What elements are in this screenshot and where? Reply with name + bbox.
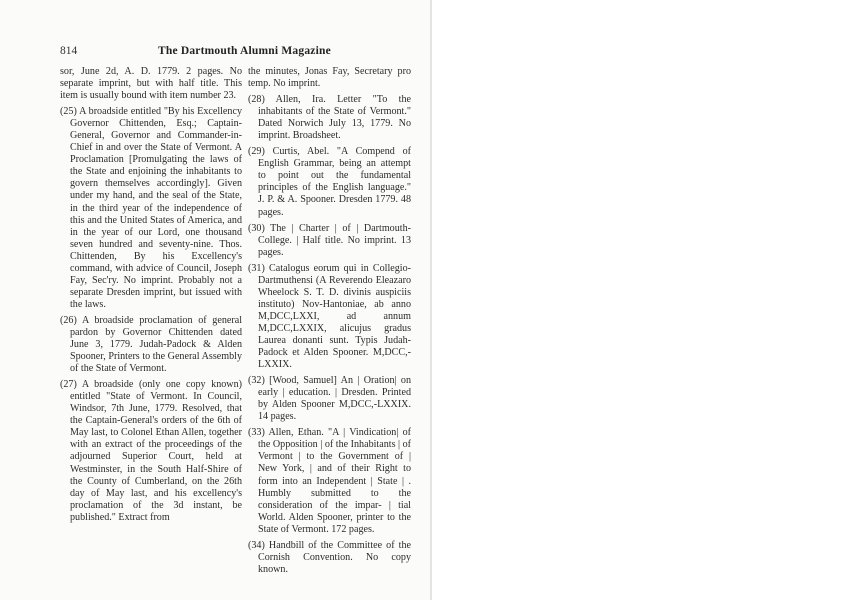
page-header bbox=[60, 45, 420, 61]
right-text-column bbox=[248, 66, 411, 580]
paragraph-continuation: the minutes, Jonas Fay, Secretary pro temp. No imprint. bbox=[248, 66, 411, 90]
entry-33: (33) Allen, Ethan. "A | Vindication| of the Opposition | of the Inhabitants | of Vermont | to the Government of | New York, | and of their Right to form into an Independent | State | . Humbly submitted to the consideration of the impar- | tial World. Alden Spooner, printer to the State of Vermont. 172 pages. bbox=[248, 427, 411, 535]
right-page-blank bbox=[432, 0, 852, 600]
entry-30: (30) The | Charter | of | Dartmouth-College. | Half title. No imprint. 13 pages. bbox=[248, 222, 411, 258]
entry-34: (34) Handbill of the Committee of the Cornish Convention. No copy known. bbox=[248, 539, 411, 575]
paragraph-continuation: sor, June 2d, A. D. 1779. 2 pages. No separate imprint, but with half title. This item is usually bound with item number 23. bbox=[60, 66, 242, 102]
page-number: 814 bbox=[60, 45, 78, 57]
entry-27: (27) A broadside (only one copy known) entitled "State of Vermont. In Council, Windsor, 7th June, 1779. Resolved, that the Captain-General's orders of the 6th of May last, to Colonel Ethan Allen, together with an extract of the proceedings of the adjourned Superior Court, held at Westminster, in the South Half-Shire of the County of Cumberland, on the 26th day of May last, and his excellency's proclamation of the 3d instant, be published." Extract from bbox=[60, 379, 242, 523]
entry-31: (31) Catalogus eorum qui in Collegio-Dartmuthensi (A Reverendo Eleazaro Wheelock S. T. D. divinis auspiciis instituto) Nov-Hantoniae, ab anno M,DCC,LXXI, ad annum M,DCC,LXXIX, alicujus gradus Laurea donanti sunt. Typis Judah-Padock et Alden Spooner. M,DCC,-LXXIX. bbox=[248, 262, 411, 371]
entry-32: (32) [Wood, Samuel] An | Oration| on early | education. | Dresden. Printed by Alden Spooner M,DCC,-LXXIX. 14 pages. bbox=[248, 375, 411, 423]
entry-28: (28) Allen, Ira. Letter "To the inhabitants of the State of Vermont." Dated Norwich July 13, 1779. No imprint. Broadsheet. bbox=[248, 94, 411, 142]
entry-25: (25) A broadside entitled "By his Excellency Governor Chittenden, Esq.; Captain-General, Governor and Commander-in-Chief in and over the State of Vermont. A Proclamation [Promulgating the laws of the State and enjoining the inhabitants to govern themselves accordingly]. Given under my hand, and the seal of the State, in the third year of the independence of this and the United States of America, and in the year of our Lord, one thousand seven hundred and seventy-nine. Thos. Chittenden, By his Excellency's command, with advice of Council, Joseph Fay, Sec'ry. No imprint. Probably not a separate Dresden imprint, but issued with the laws. bbox=[60, 106, 242, 310]
running-head: The Dartmouth Alumni Magazine bbox=[158, 45, 331, 57]
entry-29: (29) Curtis, Abel. "A Compend of English Grammar, being an attempt to point out the fundamental principles of the English language." J. P. & A. Spooner. Dresden 1779. 48 pages. bbox=[248, 146, 411, 218]
entry-26: (26) A broadside proclamation of general pardon by Governor Chittenden dated June 3, 1779. Judah-Padock & Alden Spooner, Printers to the General Assembly of the State of Vermont. bbox=[60, 314, 242, 375]
left-text-column bbox=[60, 66, 242, 528]
